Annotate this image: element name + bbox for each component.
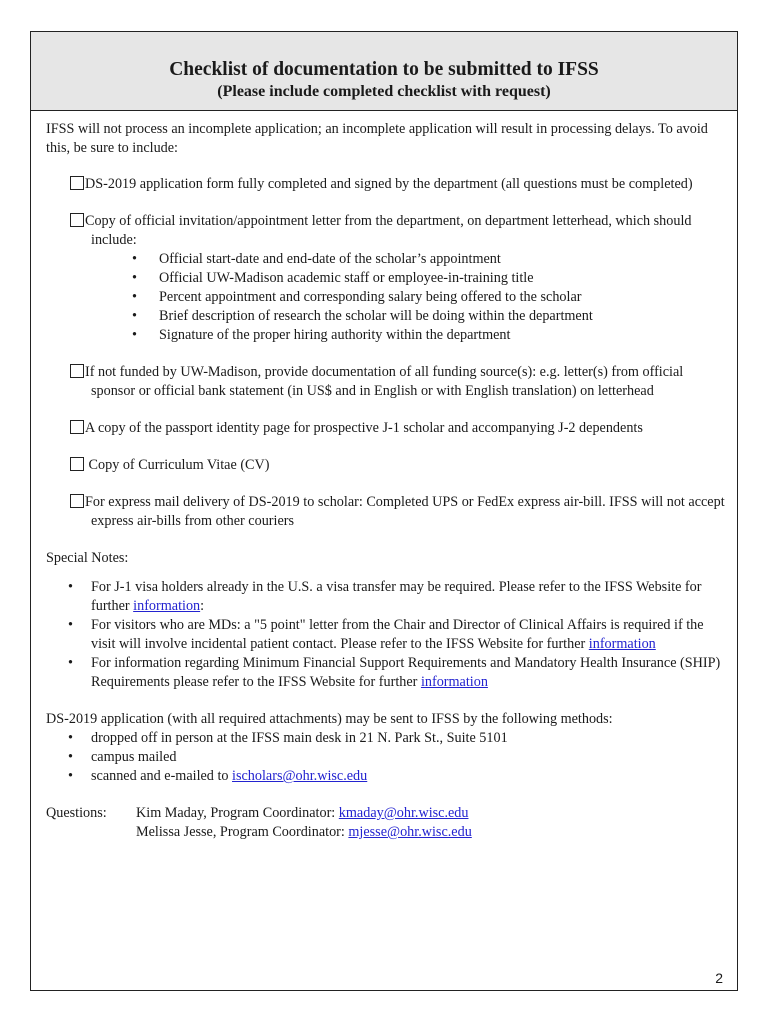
information-link[interactable]: information xyxy=(420,674,488,690)
checklist-item-invitation-letter xyxy=(46,212,726,250)
checklist-item-text: A copy of the passport identity page for prospective J-1 scholar and accompanying J-2 dependents xyxy=(85,420,643,436)
bullet-icon: • xyxy=(132,327,137,343)
special-notes-heading: Special Notes: xyxy=(46,550,129,566)
content xyxy=(46,120,726,842)
list-item xyxy=(46,616,726,654)
checklist-item-passport xyxy=(46,419,726,438)
questions-section xyxy=(46,804,726,842)
contact-melissa-jesse xyxy=(46,823,726,842)
checkbox-express-mail[interactable] xyxy=(70,494,84,508)
list-item xyxy=(46,729,726,748)
bullet-icon: • xyxy=(132,308,137,324)
bullet-icon: • xyxy=(68,655,73,671)
method-text: scanned and e-mailed to xyxy=(91,768,233,784)
list-item xyxy=(46,288,726,307)
letter-requirements-list xyxy=(46,250,726,345)
list-item xyxy=(46,578,726,616)
checklist-item-funding xyxy=(46,363,726,401)
method-text: campus mailed xyxy=(91,749,177,765)
checklist-item-cv xyxy=(46,456,726,475)
information-link[interactable]: information xyxy=(588,636,656,652)
page-subtitle: (Please include completed checklist with request) xyxy=(217,83,551,100)
bullet-icon: • xyxy=(132,270,137,286)
checklist-item-text: For express mail delivery of DS-2019 to scholar: Completed UPS or FedEx express air-bill. IFSS will not accept express air-bills from other couriers xyxy=(85,494,725,529)
checklist-item-ds2019 xyxy=(46,175,726,194)
header-box xyxy=(31,32,737,111)
bullet-icon: • xyxy=(132,251,137,267)
special-notes-list xyxy=(46,578,726,692)
list-item xyxy=(46,748,726,767)
bullet-icon: • xyxy=(68,749,73,765)
list-item xyxy=(46,767,726,786)
method-text: dropped off in person at the IFSS main desk in 21 N. Park St., Suite 5101 xyxy=(91,730,508,746)
list-item xyxy=(46,654,726,692)
contact-kim-maday xyxy=(46,804,726,823)
checklist-item-text: Copy of official invitation/appointment letter from the department, on department letterhead, which should include: xyxy=(85,213,692,248)
list-item xyxy=(46,307,726,326)
list-item-text: Official UW-Madison academic staff or employee-in-training title xyxy=(159,270,534,286)
checkbox-cv[interactable] xyxy=(70,457,84,471)
bullet-icon: • xyxy=(68,617,73,633)
bullet-icon: • xyxy=(68,730,73,746)
bullet-icon: • xyxy=(68,579,73,595)
checklist-item-text: If not funded by UW-Madison, provide documentation of all funding source(s): e.g. letter(s) from official sponsor or official bank statement (in US$ and in English or with English translation) on letterhead xyxy=(85,364,684,399)
checklist-item-express-mail xyxy=(46,493,726,531)
list-item xyxy=(46,250,726,269)
list-item-text: Brief description of research the scholar will be doing within the department xyxy=(159,308,593,324)
list-item xyxy=(46,326,726,345)
checkbox-ds2019[interactable] xyxy=(70,176,84,190)
bullet-icon: • xyxy=(68,768,73,784)
list-item-text: Official start-date and end-date of the scholar’s appointment xyxy=(159,251,501,267)
checklist-item-text: DS-2019 application form fully completed and signed by the department (all questions must be completed) xyxy=(85,176,693,192)
list-item xyxy=(46,269,726,288)
note-text: For J-1 visa holders already in the U.S. a visa transfer may be required. Please refer to the IFSS Website for further xyxy=(91,579,702,614)
methods-heading: DS-2019 application (with all required attachments) may be sent to IFSS by the following methods: xyxy=(46,711,613,727)
page-title: Checklist of documentation to be submitted to IFSS xyxy=(169,59,599,80)
bullet-icon: • xyxy=(132,289,137,305)
page-number: 2 xyxy=(715,970,723,986)
ischolars-email-link[interactable]: ischolars@ohr.wisc.edu xyxy=(232,768,368,784)
note-text: For visitors who are MDs: a "5 point" letter from the Chair and Director of Clinical Affairs is required if the visit will involve incidental patient contact. Please refer to the IFSS Website for further xyxy=(91,617,704,652)
list-item-text: Signature of the proper hiring authority within the department xyxy=(159,327,511,343)
note-text: For information regarding Minimum Financial Support Requirements and Mandatory Health Insurance (SHIP) Requirements please refer to the IFSS Website for further xyxy=(91,655,721,690)
contact-text: Kim Maday, Program Coordinator: xyxy=(136,805,339,821)
methods-list xyxy=(46,729,726,786)
checkbox-invitation-letter[interactable] xyxy=(70,213,84,227)
information-link[interactable]: information xyxy=(133,598,201,614)
checkbox-passport[interactable] xyxy=(70,420,84,434)
document-frame xyxy=(30,31,738,991)
contact-text: Melissa Jesse, Program Coordinator: xyxy=(136,824,349,840)
questions-label: Questions: xyxy=(46,805,107,821)
list-item-text: Percent appointment and corresponding salary being offered to the scholar xyxy=(159,289,582,305)
note-punctuation: : xyxy=(200,598,205,614)
checklist-item-text: Copy of Curriculum Vitae (CV) xyxy=(85,457,270,473)
intro-text: IFSS will not process an incomplete application; an incomplete application will result in processing delays. To avoid this, be sure to include: xyxy=(46,121,708,156)
mjesse-email-link[interactable]: mjesse@ohr.wisc.edu xyxy=(348,824,472,840)
checkbox-funding[interactable] xyxy=(70,364,84,378)
kmaday-email-link[interactable]: kmaday@ohr.wisc.edu xyxy=(338,805,469,821)
